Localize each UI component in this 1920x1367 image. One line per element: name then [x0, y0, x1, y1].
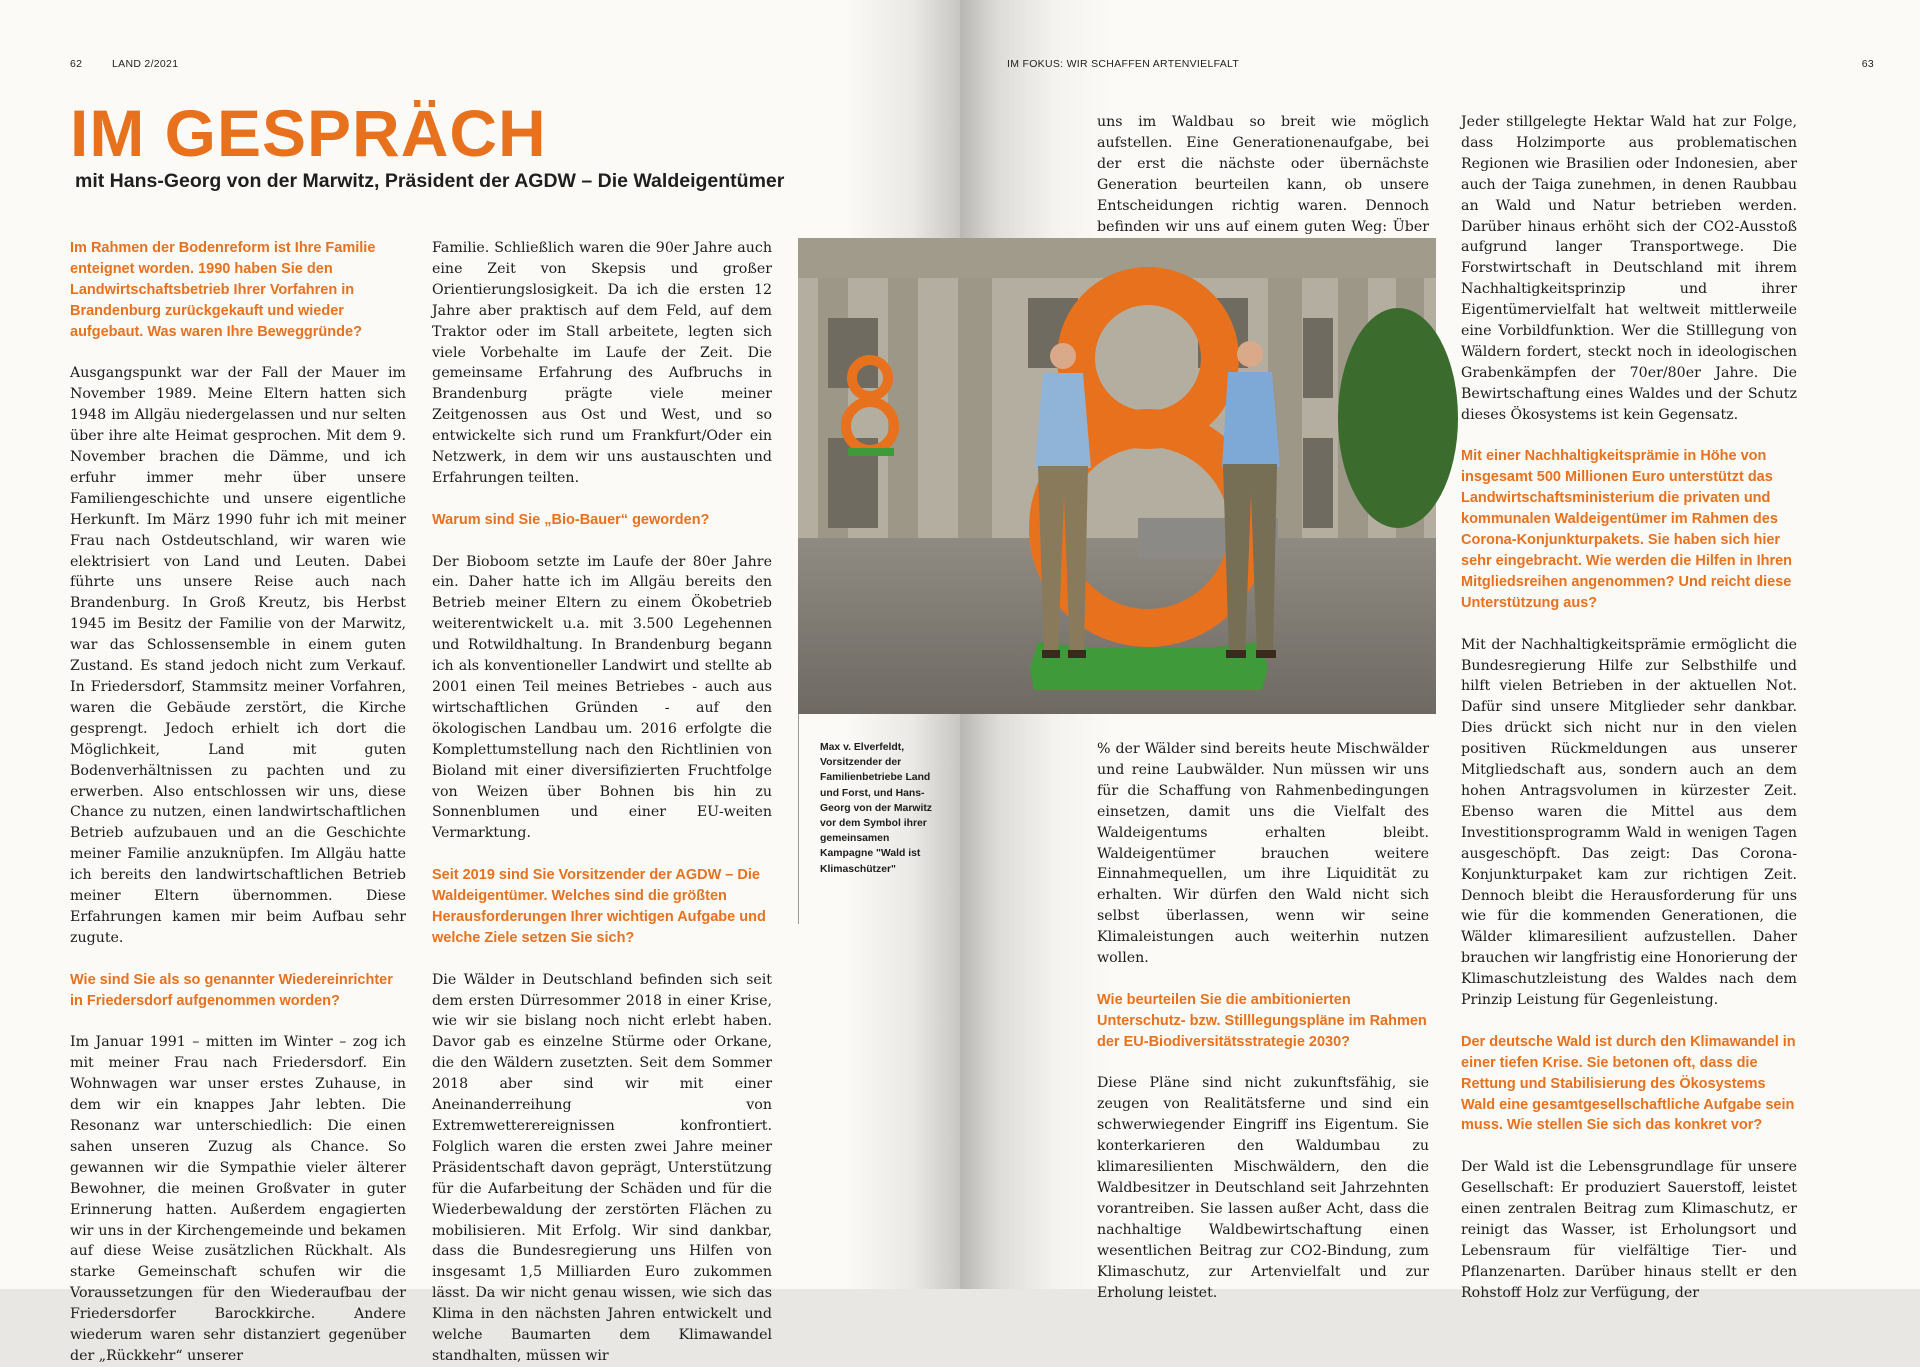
interview-answer: Jeder stillgelegte Hektar Wald hat zur Folge, dass Holzimporte aus problematischen Regionen wie Brasilien oder Indonesien, aber auch der Taiga zunehmen, in denen Raubbau an Wald und Natur betrieben werden. Darüber hinaus erhöht sich der CO2-Ausstoß aufgrund langer Transportwege. Die Forstwirtschaft in Deutschland mit ihrem Nachhaltigkeitsprinzip und ihrer Eigentümervielfalt hat weltweit mittlerweile eine Vorbildfunktion. Wer die Stilllegung von Wäldern fordert, steckt noch in ideologischen Grabenkämpfen der 70er/80er Jahre. Die Bewirtschaftung eines Waldes und der Schutz dieses Ökosystems ist kein Gegensatz. [1461, 114, 1797, 423]
photo-figure-eight-sculpture [798, 238, 1436, 714]
text-column-2 [432, 238, 772, 1367]
interview-question: Mit einer Nachhaltigkeitsprämie in Höhe von insgesamt 500 Millionen Euro unterstützt das Landwirtschaftsministerium die privaten und kommunalen Waldeigentümer im Rahmen des Corona-Konjunkturpakets. Sie haben sich hier sehr eingebracht. Wie werden die Hilfen in Ihren Mitgliedsreihen angenommen? Und reicht diese Unterstützung aus? [1461, 448, 1793, 611]
section-label: IM FOKUS: WIR SCHAFFEN ARTENVIELFALT [1007, 58, 1240, 70]
issue-label: LAND 2/2021 [112, 58, 179, 70]
interview-answer: % der Wälder sind bereits heute Mischwälder und reine Laubwälder. Nun müssen wir uns für die Schaffung von Rahmenbedingungen einsetzen, damit uns die Vielfalt des Waldeigentums erhalten bleibt. Waldeigentümer brauchen weitere Einnahmequellen, um ihre Liquidität zu erhalten. Wir dürfen den Wald nicht sich selbst überlassen, wenn wir seine Klimaleistungen auch weiterhin nutzen wollen. [1097, 741, 1429, 967]
caption-rule [798, 714, 799, 924]
interview-question: Der deutsche Wald ist durch den Klimawandel in einer tiefen Krise. Sie betonen oft, dass die Rettung und Stabilisierung des Ökosystems Wald eine gesamtgesellschaftliche Aufgabe sein muss. Wie stellen Sie sich das konkret vor? [1461, 1033, 1796, 1134]
text-column-4 [1461, 112, 1797, 1304]
text-column-3-top: uns im Waldbau so breit wie möglich aufstellen. Eine Generationenaufgabe, bei der erst die nächste oder übernächste Generation beurteilen kann, ob unsere Entscheidungen richtig waren. Dennoch befinden wir uns auf einem guten Weg: Über [1097, 114, 1429, 235]
text-column-3 [1097, 739, 1429, 1303]
interview-answer: Familie. Schließlich waren die 90er Jahre auch eine Zeit von Skepsis und großer Orientierungslosigkeit. Da ich die ersten 12 Jahre aber praktisch auf dem Feld, auf dem Traktor oder im Stall arbeitete, legten sich viele Vorbehalte im Laufe der Zeit. Die gemeinsame Erfahrung des Aufbruchs in Brandenburg prägte viele meiner Zeitgenossen aus Ost und West, und so entwickelte sich rund um Frankfurt/Oder ein Netzwerk, in dem wir uns austauschten und Erfahrungen teilten. [432, 240, 772, 486]
article-subtitle: mit Hans-Georg von der Marwitz, Präsident der AGDW – Die Waldeigentümer [75, 170, 785, 192]
interview-answer: Der Wald ist die Lebensgrundlage für unsere Gesellschaft: Er produziert Sauerstoff, leistet einen zentralen Beitrag zum Klimaschutz, er reinigt das Wasser, ist Erholungsort und Lebensraum für vielfältige Tier- und Pflanzenarten. Darüber hinaus stellt er den Rohstoff Holz zur Verfügung, der [1461, 1159, 1797, 1301]
interview-answer: Mit der Nachhaltigkeitsprämie ermöglicht die Bundesregierung Hilfe zur Selbsthilfe und hilft vielen Betrieben in der aktuellen Not. Dafür sind unsere Mitglieder sehr dankbar. Dies drückt sich nicht nur in den vielen positiven Rückmeldungen aus unserer Mitgliedschaft aus, sondern auch an dem hohen Antragsvolumen in kürzester Zeit. Ebenso waren die Mittel aus dem Investitionsprogramm Wald in wenigen Tagen ausgeschöpft. Das zeigt: Das Corona-Konjunkturpaket kam zur richtigen Zeit. Dennoch bleibt die Herausforderung für uns wie für die kommenden Generationen, die Wälder klimaresilient aufzustellen. Daher brauchen wir langfristig eine Honorierung der Klimaschutzleistung des Waldes nach dem Prinzip Leistung für Gegenleistung. [1461, 636, 1797, 1009]
interview-question: Wie beurteilen Sie die ambitionierten Unterschutz- bzw. Stilllegungspläne im Rahmen der EU-Biodiversitätsstrategie 2030? [1097, 991, 1427, 1050]
interview-answer: Ausgangspunkt war der Fall der Mauer im November 1989. Meine Eltern hatten sich 1948 im Allgäu niedergelassen und nur selten über ihre alte Heimat gesprochen. Mit dem 9. November brachen die Dämme, und ich erfuhr immer mehr über unsere Familiengeschichte und unsere eigentliche Herkunft. Im März 1990 fuhr ich mit meiner Frau nach Ostdeutschland, wir waren wie elektrisiert von Land und Leuten. Dabei führte uns unsere Reise auch nach Brandenburg. In Groß Kreutz, bis Herbst 1945 im Besitz der Familie von der Marwitz, war das Schlossensemble in einem guten Zustand. Es stand jedoch nicht zum Verkauf. In Friedersdorf, Stammsitz meiner Vorfahren, waren die Gebäude zerstört, die Kirche gesprengt. Jedoch erhielt ich dort die Möglichkeit, Land mit guten Bodenverhältnissen zu pachten und zu erwerben. Also entschlossen wir uns, diese Chance zu nutzen, einen landwirtschaftlichen Betrieb aufzubauen und an die Geschichte meiner Familie anzuknüpfen. Im Allgäu hatte ich bereits den landwirtschaftlichen Betrieb meiner Eltern übernommen. Diese Erfahrungen kamen mir beim Aufbau sehr zugute. [70, 365, 406, 946]
article-title: IM GESPRÄCH [70, 96, 547, 170]
interview-answer: Diese Pläne sind nicht zukunftsfähig, sie zeugen von Realitätsferne und sind ein schwerwiegender Eingriff ins Eigentum. Sie konterkarieren den Waldumbau zu klimaresilienten Mischwäldern, den die Waldbesitzer in Deutschland seit Jahrzehnten vorantreiben. Sie lassen außer Acht, dass die nachhaltige Waldbewirtschaftung einen wesentlichen Beitrag zur CO2-Bindung, zum Klimaschutz, zur Artenvielfalt und zur Erholung leistet. [1097, 1075, 1429, 1301]
photo-illustration [798, 238, 1436, 714]
page-number-right: 63 [1861, 58, 1874, 70]
interview-answer: Die Wälder in Deutschland befinden sich seit dem ersten Dürresommer 2018 in einer Krise, wie wir sie bislang noch nicht erlebt haben. Davor gab es einzelne Stürme oder Orkane, die den Wäldern zusetzten. Seit dem Sommer 2018 aber sind wir mit einer Aneinanderreihung von Extremwetterereignissen konfrontiert. Folglich waren die ersten zwei Jahre meiner Präsidentschaft davon geprägt, Unterstützung für die Aufarbeitung der Schäden und für die Wiederbewaldung der zerstörten Flächen zu mobilisieren. Mit Erfolg. Wir sind dankbar, dass die Bundesregierung uns Hilfen von insgesamt 1,5 Milliarden Euro zukommen lässt. Da wir nicht genau wissen, wie sich das Klima in den nächsten Jahren entwickelt und welche Baumarten dem Klimawandel standhalten, müssen wir [432, 971, 772, 1364]
page-number-left: 62 [70, 58, 83, 70]
interview-answer: Der Bioboom setzte im Laufe der 80er Jahre ein. Daher hatte ich im Allgäu bereits den Betrieb meiner Eltern zu einem Ökobetrieb weiterentwickelt u.a. mit 3.500 Legehennen und Rotwildhaltung. In Brandenburg begann ich als konventioneller Landwirt und stellte ab 2001 einen Teil meines Betriebes - auch aus wirtschaftlichen Gründen - auf den ökologischen Landbau um. 2016 erfolgte die Komplettumstellung nach den Richtlinien von Bioland mit einer diversifizierten Fruchtfolge von Weizen über Bohnen bis hin zu Sonnenblumen und einer EU-weiten Vermarktung. [432, 553, 772, 842]
photo-caption: Max v. Elverfeldt, Vorsitzender der Familienbetriebe Land und Forst, und Hans-Georg von der Marwitz vor dem Symbol ihrer gemeinsamen Kampagne "Wald ist Klimaschützer" [820, 742, 933, 875]
text-column-1 [70, 238, 406, 1367]
interview-question: Im Rahmen der Bodenreform ist Ihre Familie enteignet worden. 1990 haben Sie den Landwirtschaftsbetrieb Ihrer Vorfahren in Brandenburg zurückgekauft und wieder aufgebaut. Was waren Ihre Beweggründe? [70, 240, 376, 340]
interview-question: Warum sind Sie „Bio-Bauer“ geworden? [432, 511, 710, 528]
interview-answer: Im Januar 1991 – mitten im Winter – zog ich mit meiner Frau nach Friedersdorf. Ein Wohnwagen war unser erstes Zuhause, in dem wir ein knappes Jahr lebten. Die Resonanz war unterschiedlich: Die einen sahen unseren Zuzug als Chance. So gewannen wir die Sympathie vieler älterer Bewohner, die meinen Großvater in guter Erinnerung hatten. Außerdem engagierten wir uns in der Kirchengemeinde und bekamen auf diese Weise zusätzlichen Rückhalt. Als starke Gemeinschaft schufen wir die Voraussetzungen für den Wiederaufbau der Friedersdorfer Barockkirche. Andere wiederum waren sehr distanziert gegenüber der „Rückkehr“ unserer [70, 1034, 406, 1364]
interview-question: Wie sind Sie als so genannter Wiedereinrichter in Friedersdorf aufgenommen worden? [70, 971, 393, 1009]
interview-question: Seit 2019 sind Sie Vorsitzender der AGDW – Die Waldeigentümer. Welches sind die größten Herausforderungen Ihrer wichtigen Aufgabe und welche Ziele setzen Sie sich? [432, 867, 766, 946]
